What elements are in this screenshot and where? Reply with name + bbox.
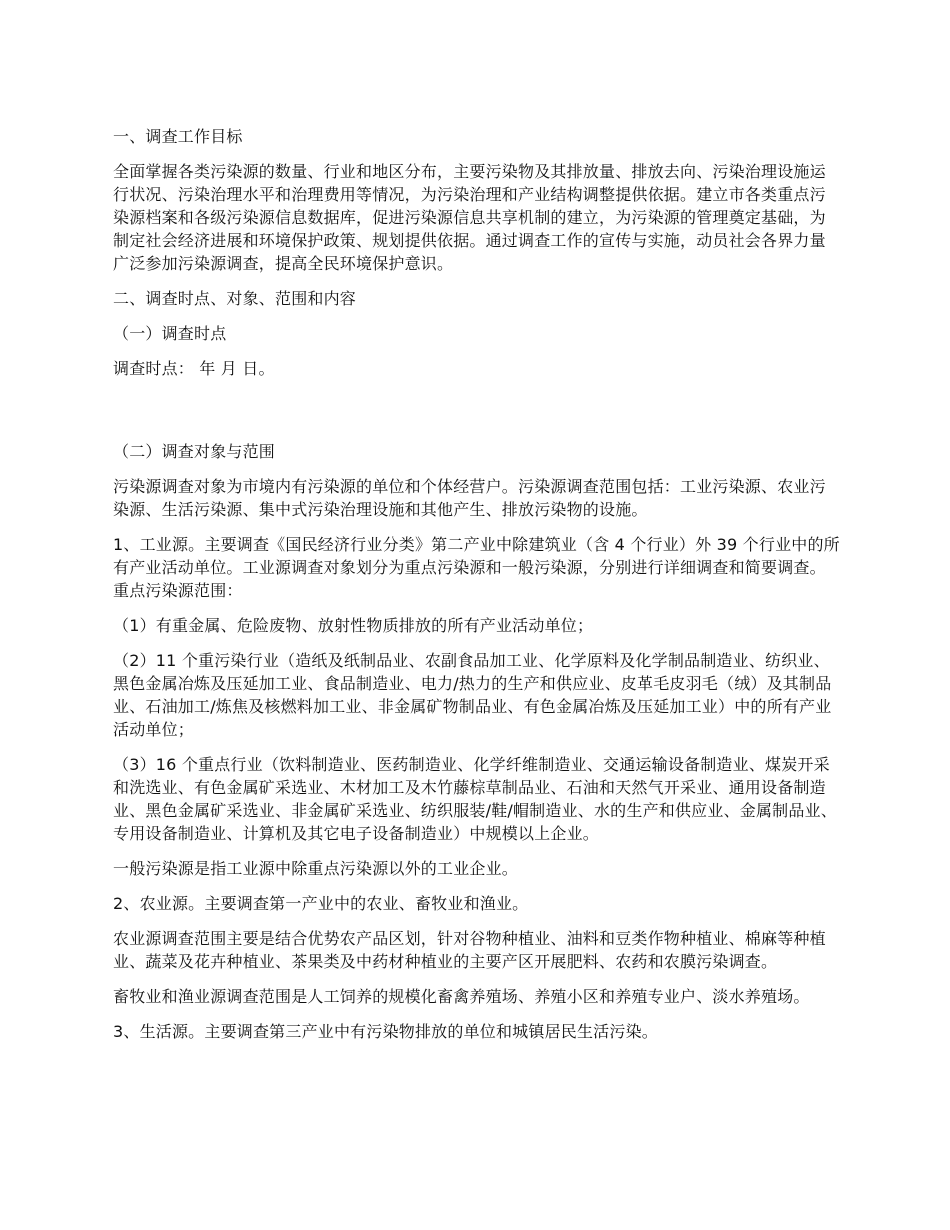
section-heading-scope: 二、调查时点、对象、范围和内容: [113, 289, 357, 308]
list-item-heavy-metals: （1）有重金属、危险废物、放射性物质排放的所有产业活动单位；: [113, 616, 594, 635]
subsection-heading-objects: （二）调查对象与范围: [113, 442, 276, 461]
list-item-key-industries: （3）16 个重点行业（饮料制造业、医药制造业、化学纤维制造业、交通运输设备制造业、煤炭开采和洗选业、有色金属矿采选业、木材加工及木竹藤棕草制品业、石油和天然气开采业、通用设备制造业、黑色金属矿采选业、非金属矿采选业、纺织服装/鞋/帽制造业、水的生产和供应业、金属制品业、专用设备制造业、计算机及其它电子设备制造业）中规模以上企业。: [113, 755, 837, 843]
paragraph-domestic-source: 3、生活源。主要调查第三产业中有污染物排放的单位和城镇居民生活污染。: [113, 1022, 658, 1041]
paragraph-survey-time: 调查时点： 年 月 日。: [113, 359, 275, 378]
paragraph-objects: 污染源调查对象为市境内有污染源的单位和个体经营户。污染源调查范围包括：工业污染源、农业污染源、生活污染源、集中式污染治理设施和其他产生、排放污染物的设施。: [113, 477, 826, 519]
paragraph-livestock-fishery: 畜牧业和渔业源调查范围是人工饲养的规模化畜禽养殖场、养殖小区和养殖专业户、淡水养殖场。: [113, 987, 810, 1006]
paragraph-agricultural-source: 2、农业源。主要调查第一产业中的农业、畜牧业和渔业。: [113, 894, 529, 913]
paragraph-agricultural-scope: 农业源调查范围主要是结合优势农产品区划，针对谷物种植业、油料和豆类作物种植业、棉麻等种植业、蔬菜及花卉种植业、茶果类及中药材种植业的主要产区开展肥料、农药和农膜污染调查。: [113, 929, 826, 971]
paragraph-general-source: 一般污染源是指工业源中除重点污染源以外的工业企业。: [113, 859, 519, 878]
blank-space: [113, 392, 840, 440]
subsection-heading-time: （一）调查时点: [113, 324, 227, 343]
paragraph-industrial-source: 1、工业源。主要调查《国民经济行业分类》第二产业中除建筑业（含 4 个行业）外 39 个行业中的所有产业活动单位。工业源调查对象划分为重点污染源和一般污染源，分别进行详细调查和简要调查。重点污染源范围：: [113, 535, 840, 600]
paragraph-goals: 全面掌握各类污染源的数量、行业和地区分布，主要污染物及其排放量、排放去向、污染治理设施运行状况、污染治理水平和治理费用等情况，为污染治理和产业结构调整提供依据。建立市各类重点污染源档案和各级污染源信息数据库，促进污染源信息共享机制的建立，为污染源的管理奠定基础，为制定社会经济进展和环境保护政策、规划提供依据。通过调查工作的宣传与实施，动员社会各界力量广泛参加污染源调查，提高全民环境保护意识。: [113, 162, 826, 273]
section-heading-goals: 一、调查工作目标: [113, 127, 243, 146]
list-item-heavy-pollution-industries: （2）11 个重污染行业（造纸及纸制品业、农副食品加工业、化学原料及化学制品制造业、纺织业、黑色金属冶炼及压延加工业、食品制造业、电力/热力的生产和供应业、皮革毛皮羽毛（绒）及其制品业、石油加工/炼焦及核燃料加工业、非金属矿物制品业、有色金属冶炼及压延加工业）中的所有产业活动单位；: [113, 651, 832, 739]
document-body: [113, 125, 840, 1055]
